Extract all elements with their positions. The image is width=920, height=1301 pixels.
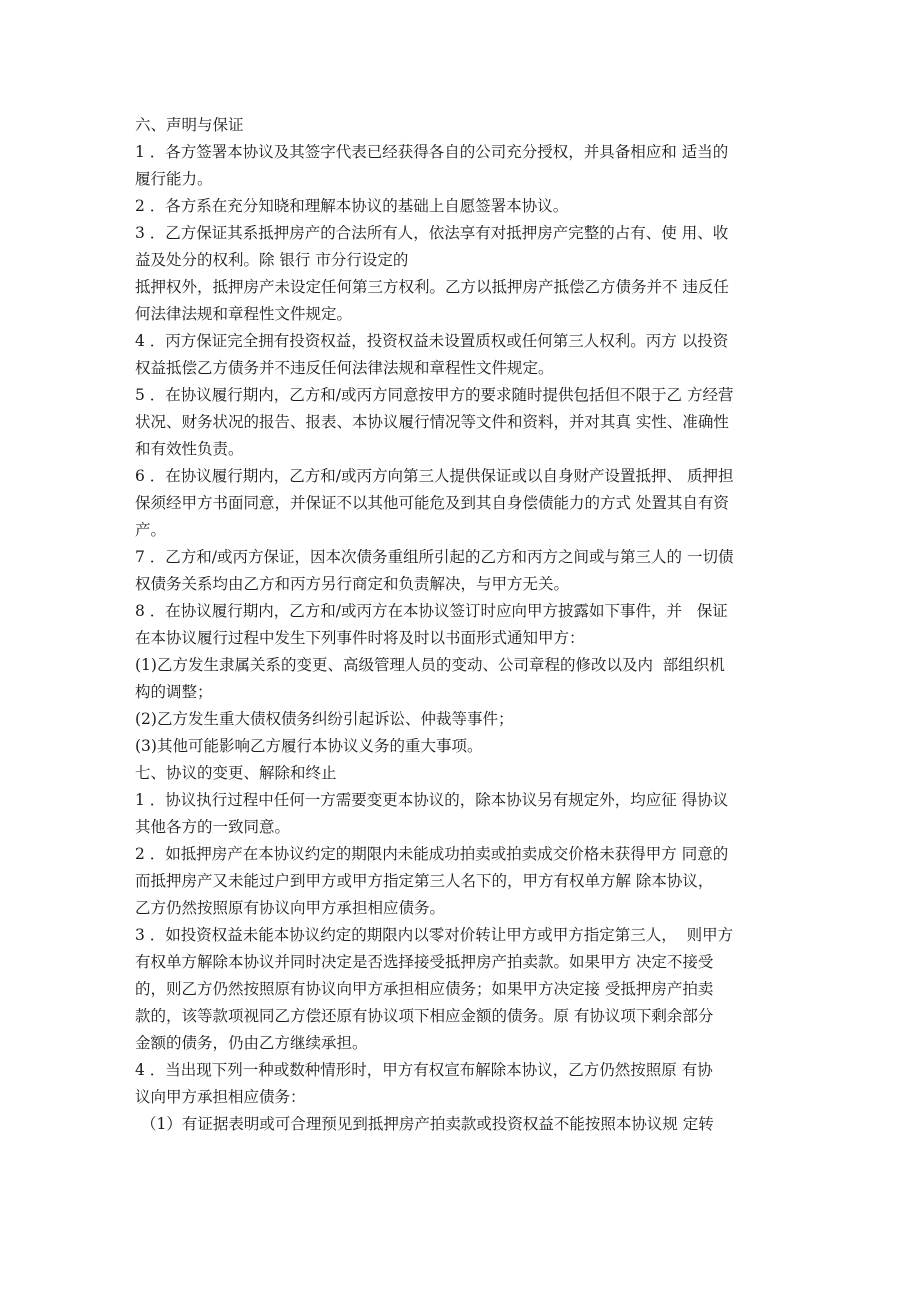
document-body (135, 112, 790, 1138)
paragraph-line: 2 ．各方系在充分知晓和理解本协议的基础上自愿签署本协议。 (135, 197, 569, 215)
paragraph-line: 款的，该等款项视同乙方偿还原有协议项下相应金额的债务。原 有协议项下剩余部分 (135, 1007, 714, 1025)
section-heading: 六、声明与保证 (135, 116, 244, 134)
paragraph-line: 构的调整； (135, 683, 213, 701)
paragraph-line: 保须经甲方书面同意，并保证不以其他可能危及到其自身偿债能力的方式 处置其自有资 (135, 494, 729, 512)
paragraph-line: 乙方仍然按照原有协议向甲方承担相应债务。 (135, 899, 446, 917)
paragraph-line: 2 ．如抵押房产在本协议约定的期限内未能成功拍卖或拍卖成交价格未获得甲方 同意的 (135, 845, 729, 863)
paragraph-line: 4 ．当出现下列一种或数种情形时，甲方有权宣布解除本协议，乙方仍然按照原 有协 (135, 1061, 713, 1079)
paragraph-line: 6 ．在协议履行期内，乙方和/或丙方向第三人提供保证或以自身财产设置抵押、 质押担 (135, 467, 734, 485)
paragraph-line: 1 ．各方签署本协议及其签字代表已经获得各自的公司充分授权，并具备相应和 适当的 (135, 143, 729, 161)
paragraph-line: 履行能力。 (135, 170, 213, 188)
paragraph-line: 和有效性负责。 (135, 440, 244, 458)
paragraph-line: （1）有证据表明或可合理预见到抵押房产拍卖款或投资权益不能按照本协议规 定转 (141, 1115, 714, 1133)
paragraph-line: 4 ．丙方保证完全拥有投资权益，投资权益未设置质权或任何第三人权利。丙方 以投资 (135, 332, 729, 350)
paragraph-line: 在本协议履行过程中发生下列事件时将及时以书面形式通知甲方： (135, 629, 585, 647)
paragraph-line: 3 ．乙方保证其系抵押房产的合法所有人，依法享有对抵押房产完整的占有、使 用、收 (135, 224, 729, 242)
paragraph-line: 权债务关系均由乙方和丙方另行商定和负责解决，与甲方无关。 (135, 575, 570, 593)
paragraph-line: 而抵押房产又未能过户到甲方或甲方指定第三人名下的，甲方有权单方解 除本协议， (135, 872, 714, 890)
paragraph-line: 的，则乙方仍然按照原有协议向甲方承担相应债务；如果甲方决定接 受抵押房产拍卖 (135, 980, 714, 998)
paragraph-line: 金额的债务，仍由乙方继续承担。 (135, 1034, 368, 1052)
paragraph-line: 有权单方解除本协议并同时决定是否选择接受抵押房产拍卖款。如果甲方 决定不接受 (135, 953, 714, 971)
paragraph-line: 5 ．在协议履行期内，乙方和/或丙方同意按甲方的要求随时提供包括但不限于乙 方经营 (135, 386, 734, 404)
paragraph-line: 3 ．如投资权益未能本协议约定的期限内以零对价转让甲方或甲方指定第三人， 则甲方 (135, 926, 734, 944)
paragraph-line: 议向甲方承担相应债务： (135, 1088, 306, 1106)
paragraph-line: 何法律法规和章程性文件规定。 (135, 305, 353, 323)
paragraph-line: (1)乙方发生隶属关系的变更、高级管理人员的变动、公司章程的修改以及内 部组织机 (135, 656, 725, 674)
paragraph-line: 权益抵偿乙方债务并不违反任何法律法规和章程性文件规定。 (135, 359, 554, 377)
paragraph-line: 8 ．在协议履行期内，乙方和/或丙方在本协议签订时应向甲方披露如下事件，并 保证 (135, 602, 728, 620)
paragraph-line: 产。 (135, 521, 167, 539)
paragraph-line: 抵押权外，抵押房产未设定任何第三方权利。乙方以抵押房产抵偿乙方债务并不 违反任 (135, 278, 729, 296)
paragraph-line: 其他各方的一致同意。 (135, 818, 291, 836)
paragraph-line: 7 ．乙方和/或丙方保证，因本次债务重组所引起的乙方和丙方之间或与第三人的 一切债 (135, 548, 734, 566)
paragraph-line: 状况、财务状况的报告、报表、本协议履行情况等文件和资料，并对其真 实性、准确性 (135, 413, 729, 431)
paragraph-line: (3)其他可能影响乙方履行本协议义务的重大事项。 (135, 737, 483, 755)
paragraph-line: (2)乙方发生重大债权债务纠纷引起诉讼、仲裁等事件； (135, 710, 514, 728)
section-heading: 七、协议的变更、解除和终止 (135, 764, 337, 782)
paragraph-line: 益及处分的权利。除 银行 市分行设定的 (135, 251, 409, 269)
paragraph-line: 1 ．协议执行过程中任何一方需要变更本协议的，除本协议另有规定外，均应征 得协议 (135, 791, 729, 809)
